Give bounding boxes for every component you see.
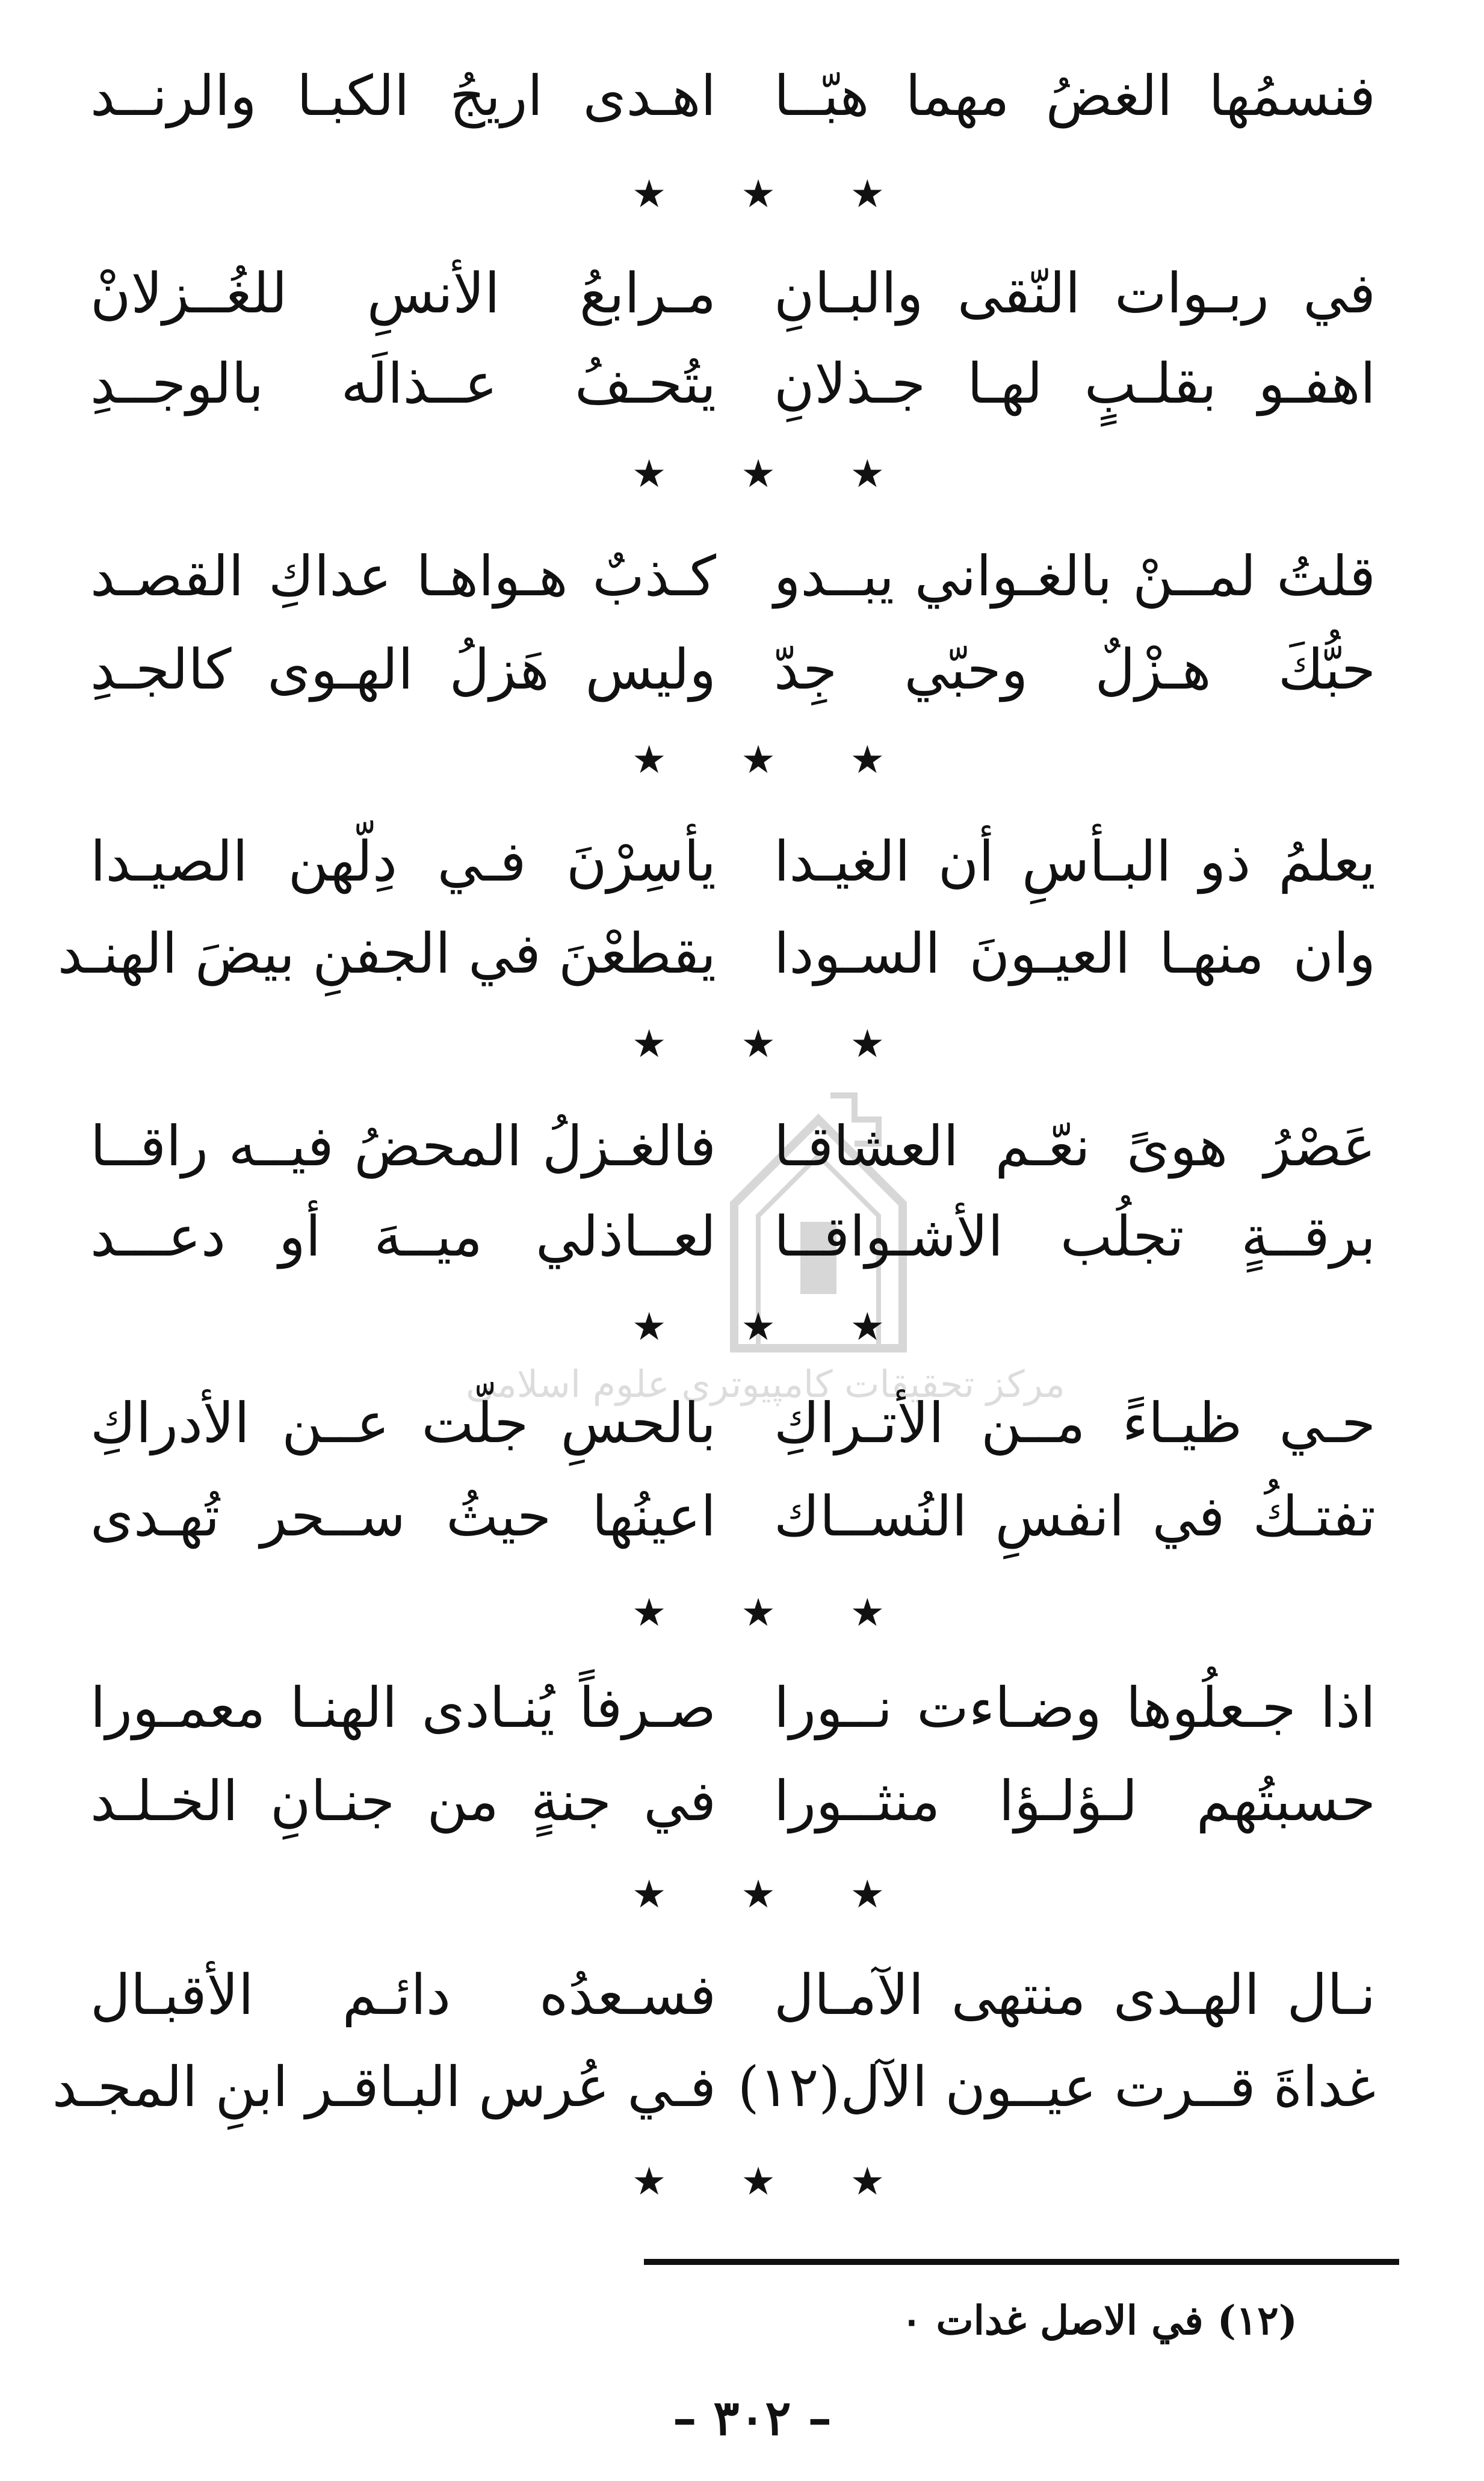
star-icon: ★ [850, 1591, 885, 1635]
verse-15-right: غداةَ قــرت عيــون الآل(١٢) [737, 2055, 1376, 2119]
verse-10-right: حـي ظيـاءً مــن الأتـراكِ [774, 1391, 1376, 1455]
verse-2-left: مـرابعُ الأنسِ للغُــزلانْ [90, 261, 716, 326]
stanza-separator [632, 1303, 885, 1351]
watermark-text: مركز تحقيقات كامپيوتری علوم اسلامی [466, 1362, 1065, 1406]
stanza-separator [632, 1020, 885, 1068]
verse-3-left: يتُحـفُ عــذالَه بالوجــدِ [90, 352, 716, 416]
star-icon: ★ [632, 2160, 667, 2204]
verse-2-right: في ربـوات النّقى والبـانِ [774, 261, 1376, 326]
stanza-separator [632, 450, 885, 498]
star-icon: ★ [632, 1591, 667, 1635]
star-icon: ★ [632, 1872, 667, 1917]
star-icon: ★ [632, 1022, 667, 1067]
verse-8-left: فالغـزلُ المحضُ فيــه راقــا [90, 1114, 716, 1179]
verse-1-right: فنسمُها الغضُ مهما هبّــا [774, 64, 1376, 128]
verse-7-right: وان منهـا العيـونَ السـودا [774, 921, 1376, 986]
verse-3-right: اهفـو بقلـبٍ لهـا جـذلانِ [774, 352, 1376, 416]
verse-8-right: عَصْرُ هوىً نعّـم العشاقـا [774, 1114, 1376, 1179]
verse-7-left: يقطعْنَ في الجفنِ بيضَ الهنـد [57, 921, 716, 986]
page-number: – ٣٠٢ – [672, 2390, 832, 2446]
stanza-separator [632, 2158, 885, 2206]
stanza-separator [632, 1589, 885, 1637]
verse-4-right: قلتُ لمــنْ بالغـواني يبــدو [774, 544, 1376, 609]
star-icon: ★ [850, 1022, 885, 1067]
star-icon: ★ [741, 2160, 776, 2204]
verse-13-left: في جنةٍ من جنـانِ الخـلـد [90, 1769, 716, 1833]
stanza-separator [632, 736, 885, 784]
verse-11-left: اعينُها حيثُ ســحر تُهـدى [90, 1484, 716, 1549]
star-icon: ★ [741, 1305, 776, 1349]
verse-15-left: فـي عُرس البـاقـر ابنِ المجـد [52, 2055, 716, 2119]
stanza-separator [632, 1871, 885, 1919]
star-icon: ★ [850, 738, 885, 782]
star-icon: ★ [632, 452, 667, 497]
footnote-rule [644, 2259, 1399, 2265]
verse-12-right: اذا جـعلُوها وضـاءت نــورا [774, 1676, 1376, 1740]
star-icon: ★ [850, 1872, 885, 1917]
verse-11-right: تفتـكُ في انفسِ النُســاك [774, 1484, 1376, 1549]
verse-10-left: بالحسِ جلّت عــن الأدراكِ [90, 1391, 716, 1455]
star-icon: ★ [741, 1591, 776, 1635]
star-icon: ★ [741, 1872, 776, 1917]
verse-5-right: حبُّكَ هـزْلٌ وحبّي جِدّ [774, 637, 1376, 702]
star-icon: ★ [850, 1305, 885, 1349]
star-icon: ★ [632, 172, 667, 217]
stanza-separator [632, 170, 885, 218]
verse-4-left: كـذبٌ هـواهـا عداكِ القصـد [90, 544, 716, 609]
star-icon: ★ [741, 172, 776, 217]
star-icon: ★ [741, 1022, 776, 1067]
star-icon: ★ [741, 452, 776, 497]
verse-12-left: صـرفاً يُنـادى الهنـا معمـورا [90, 1676, 716, 1740]
star-icon: ★ [850, 172, 885, 217]
star-icon: ★ [850, 452, 885, 497]
verse-5-left: وليس هَزلُ الهـوى كالجـدِ [90, 637, 716, 702]
star-icon: ★ [850, 2160, 885, 2204]
verse-14-left: فسـعدُه دائـم الأقبـال [90, 1963, 716, 2027]
verse-6-right: يعلمُ ذو البـأسِ أن الغيـدا [774, 829, 1376, 894]
star-icon: ★ [741, 738, 776, 782]
star-icon: ★ [632, 738, 667, 782]
verse-6-left: يأسِرْنَ فـي دِلّهن الصيـدا [90, 829, 716, 894]
star-icon: ★ [632, 1305, 667, 1349]
verse-1-left: اهـدى اريجُ الكبـا والرنــد [90, 64, 716, 128]
verse-13-right: حسبتُهم لـؤلـؤا منثــورا [774, 1769, 1376, 1833]
verse-9-left: لعــاذلي ميــهَ أو دعـــد [90, 1204, 716, 1269]
verse-14-right: نـال الهـدى منتهى الآمـال [774, 1963, 1376, 2027]
footnote: (١٢) في الاصل غدات ٠ [901, 2297, 1297, 2344]
verse-9-right: برقــةٍ تجلُب الأشـواقــا [774, 1204, 1376, 1269]
